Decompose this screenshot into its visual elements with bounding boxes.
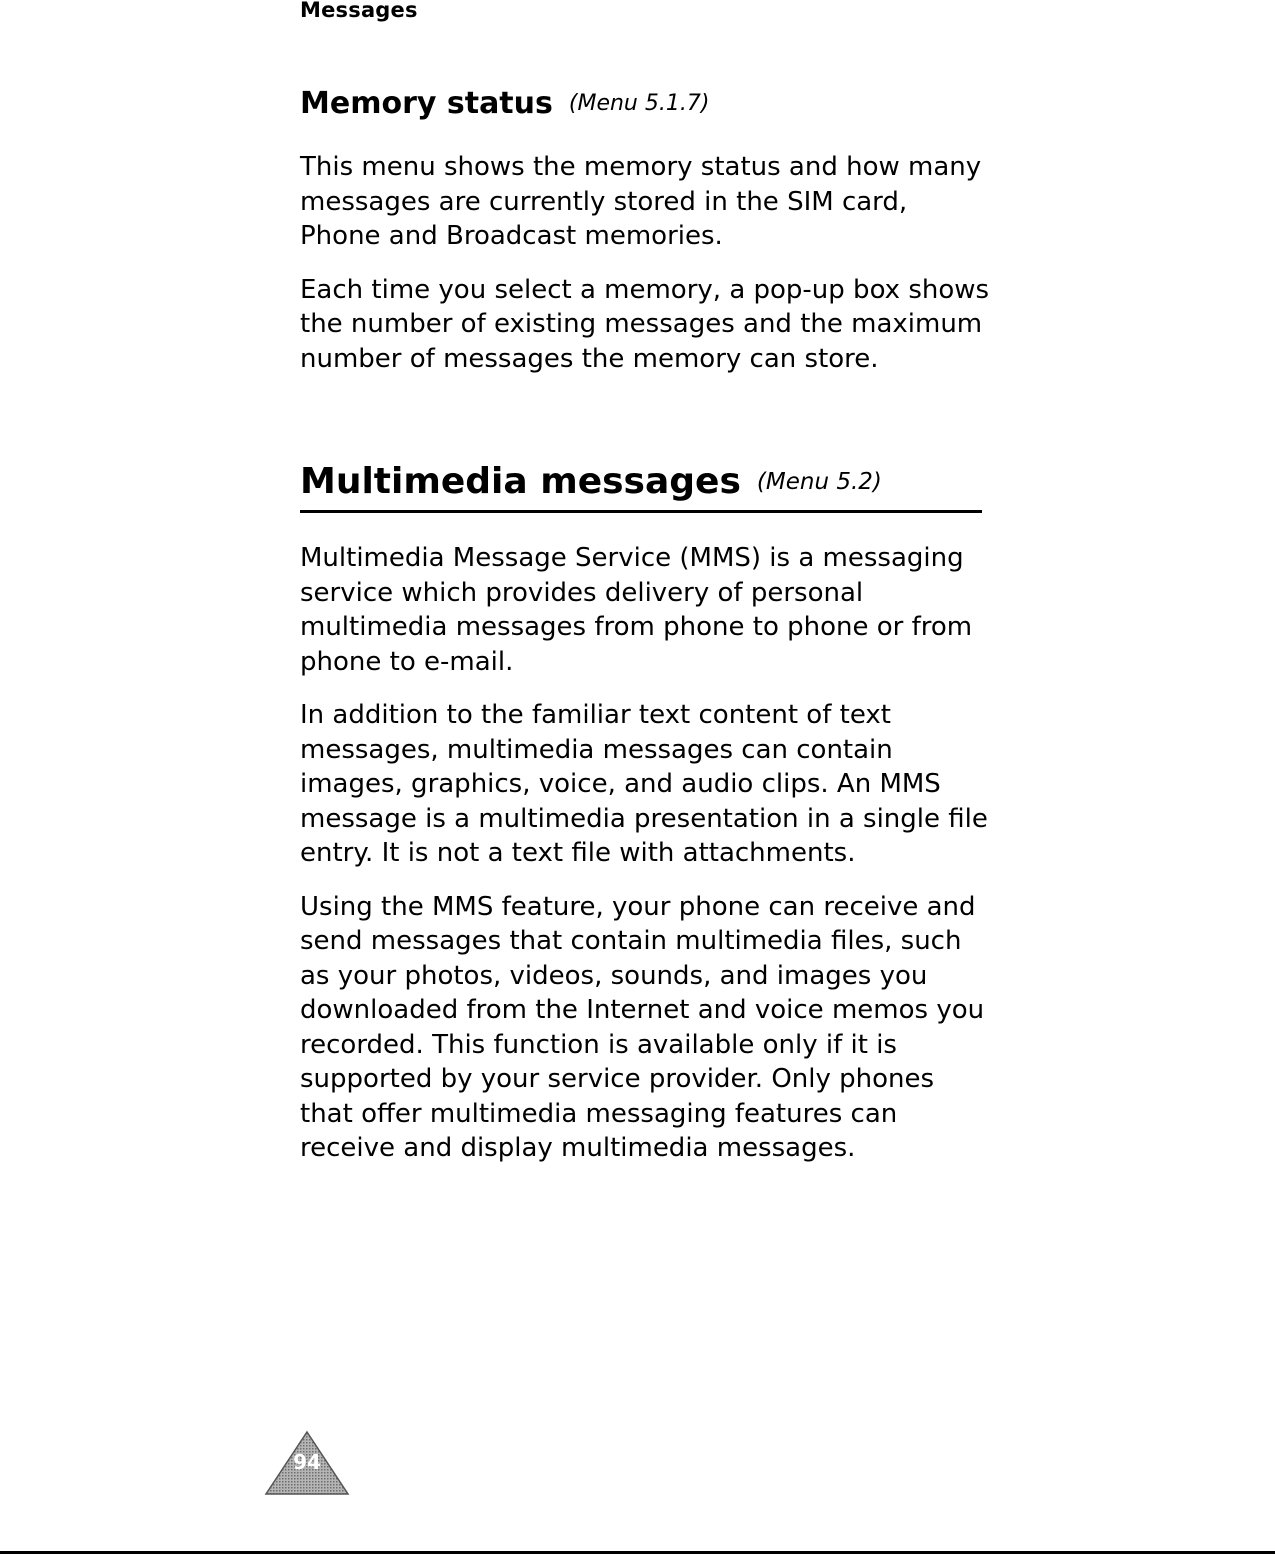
multimedia-messages-menu-ref: (Menu 5.2): [756, 469, 882, 495]
memory-status-title: Memory status: [300, 86, 553, 121]
multimedia-messages-body: [300, 541, 990, 1166]
page-content: [300, 84, 990, 1185]
multimedia-paragraph-1: Multimedia Message Service (MMS) is a messaging service which provides delivery of personal multimedia messages from phone to phone or from phone to e-mail.: [300, 543, 973, 677]
page-number: 94: [293, 1450, 321, 1474]
bottom-rule: [0, 1551, 1275, 1554]
memory-status-paragraph-2: Each time you select a memory, a pop-up box shows the number of existing messages and the maximum number of messages the memory can store.: [300, 274, 990, 374]
multimedia-paragraph-3: Using the MMS feature, your phone can receive and send messages that contain multimedia files, such as your photos, videos, sounds, and images you downloaded from the Internet and voice memos you recorded. This function is available only if it is supported by your service provider. Only phones that offer multimedia messaging features can receive and display multimedia messages.: [300, 891, 985, 1163]
multimedia-messages-heading: [300, 460, 982, 513]
page-number-badge: [264, 1430, 350, 1496]
memory-status-paragraph-1: This menu shows the memory status and how many messages are currently stored in the SIM card, Phone and Broadcast memories.: [300, 152, 982, 251]
memory-status-heading: [300, 84, 990, 124]
memory-status-menu-ref: (Menu 5.1.7): [568, 91, 710, 116]
running-header: Messages: [300, 0, 418, 22]
multimedia-messages-title: Multimedia messages: [300, 461, 741, 502]
multimedia-paragraph-2: In addition to the familiar text content of text messages, multimedia messages can contain images, graphics, voice, and audio clips. An MMS message is a multimedia presentation in a single file entry. It is not a text file with attachments.: [300, 700, 988, 868]
